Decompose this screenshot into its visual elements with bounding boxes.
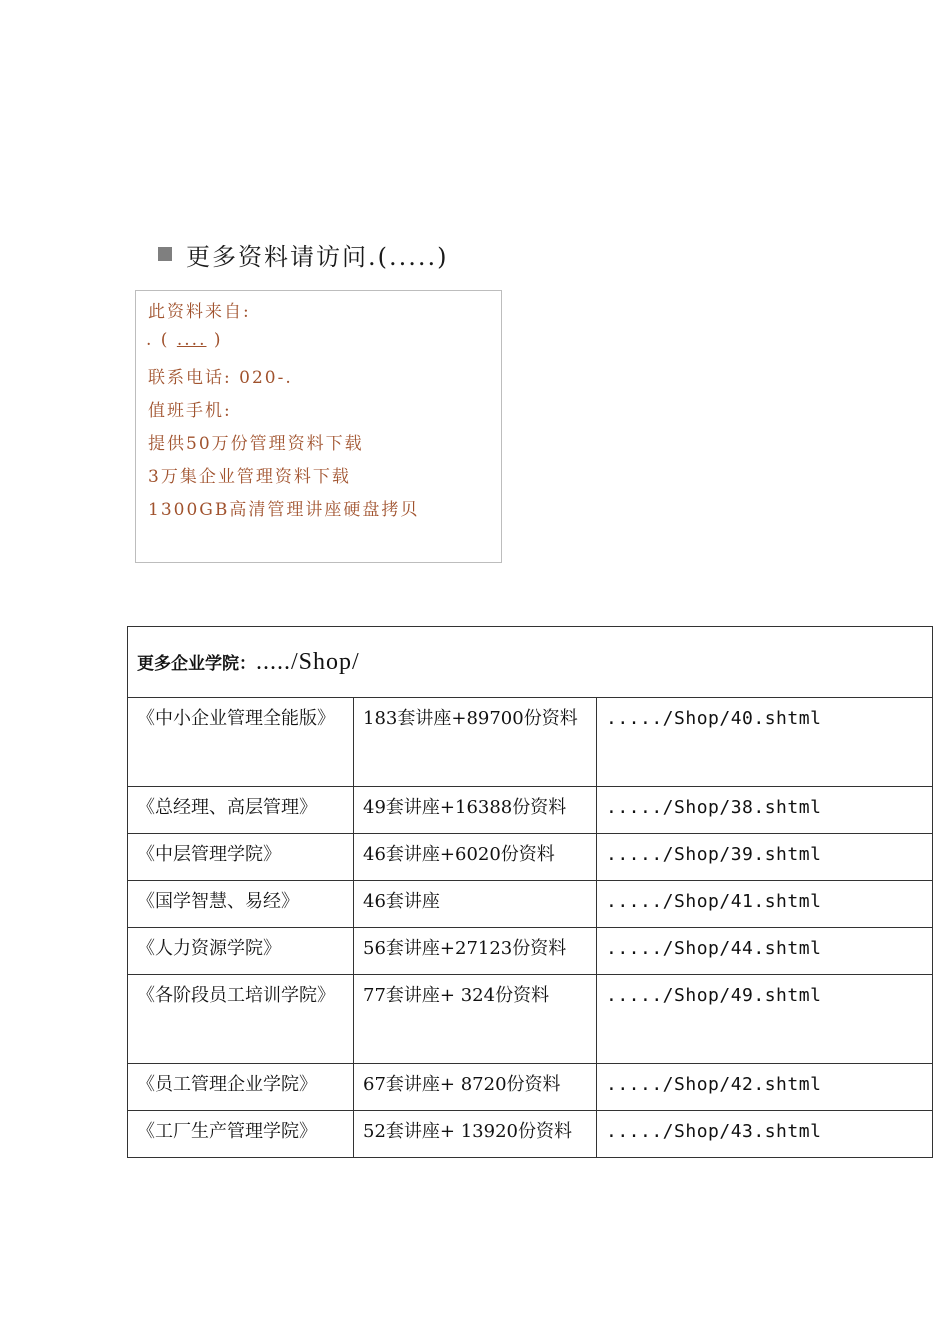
course-url[interactable]: ...../Shop/39.shtml <box>597 834 933 881</box>
heading-text: 更多资料请访问.(.....) <box>186 242 449 271</box>
source-url-suffix: ) <box>213 330 223 350</box>
course-name: 《各阶段员工培训学院》 <box>128 975 354 1064</box>
course-url[interactable]: ...../Shop/38.shtml <box>597 787 933 834</box>
page-heading <box>158 236 449 272</box>
course-name: 《工厂生产管理学院》 <box>128 1111 354 1158</box>
course-url[interactable]: ...../Shop/42.shtml <box>597 1064 933 1111</box>
offer-line-1: 提供50万份管理资料下载 <box>148 434 364 454</box>
course-name: 《人力资源学院》 <box>128 928 354 975</box>
duty-mobile: 值班手机: <box>148 401 232 421</box>
source-info-box <box>135 290 502 563</box>
course-content: 67套讲座+ 8720份资料 <box>354 1064 597 1111</box>
source-url-prefix: . ( <box>146 330 170 350</box>
shop-header-label: 更多企业学院： <box>137 653 256 674</box>
table-row <box>128 881 933 928</box>
contact-phone: 联系电话: 020-. <box>148 368 293 388</box>
course-content: 46套讲座+6020份资料 <box>354 834 597 881</box>
course-content: 46套讲座 <box>354 881 597 928</box>
source-label: 此资料来自: <box>148 302 251 322</box>
source-url-line <box>146 330 223 350</box>
shop-table-header <box>128 627 933 698</box>
shop-table <box>127 626 933 1158</box>
offer-line-2: 3万集企业管理资料下载 <box>148 467 351 487</box>
table-row <box>128 1111 933 1158</box>
table-row <box>128 975 933 1064</box>
course-url[interactable]: ...../Shop/41.shtml <box>597 881 933 928</box>
course-name: 《中小企业管理全能版》 <box>128 698 354 787</box>
course-url[interactable]: ...../Shop/44.shtml <box>597 928 933 975</box>
course-content: 56套讲座+27123份资料 <box>354 928 597 975</box>
table-row <box>128 928 933 975</box>
course-url[interactable]: ...../Shop/43.shtml <box>597 1111 933 1158</box>
course-content: 49套讲座+16388份资料 <box>354 787 597 834</box>
table-row <box>128 787 933 834</box>
course-name: 《中层管理学院》 <box>128 834 354 881</box>
table-row <box>128 698 933 787</box>
course-content: 183套讲座+89700份资料 <box>354 698 597 787</box>
table-row <box>128 1064 933 1111</box>
course-name: 《员工管理企业学院》 <box>128 1064 354 1111</box>
offer-line-3: 1300GB高清管理讲座硬盘拷贝 <box>148 500 420 520</box>
course-name: 《总经理、高层管理》 <box>128 787 354 834</box>
source-url-link[interactable]: .... <box>176 330 207 350</box>
course-url[interactable]: ...../Shop/40.shtml <box>597 698 933 787</box>
course-content: 77套讲座+ 324份资料 <box>354 975 597 1064</box>
square-bullet-icon <box>158 247 172 261</box>
course-name: 《国学智慧、易经》 <box>128 881 354 928</box>
course-url[interactable]: ...../Shop/49.shtml <box>597 975 933 1064</box>
shop-header-cell <box>128 627 933 698</box>
shop-header-url[interactable]: ...../Shop/ <box>256 648 360 675</box>
course-content: 52套讲座+ 13920份资料 <box>354 1111 597 1158</box>
table-row <box>128 834 933 881</box>
